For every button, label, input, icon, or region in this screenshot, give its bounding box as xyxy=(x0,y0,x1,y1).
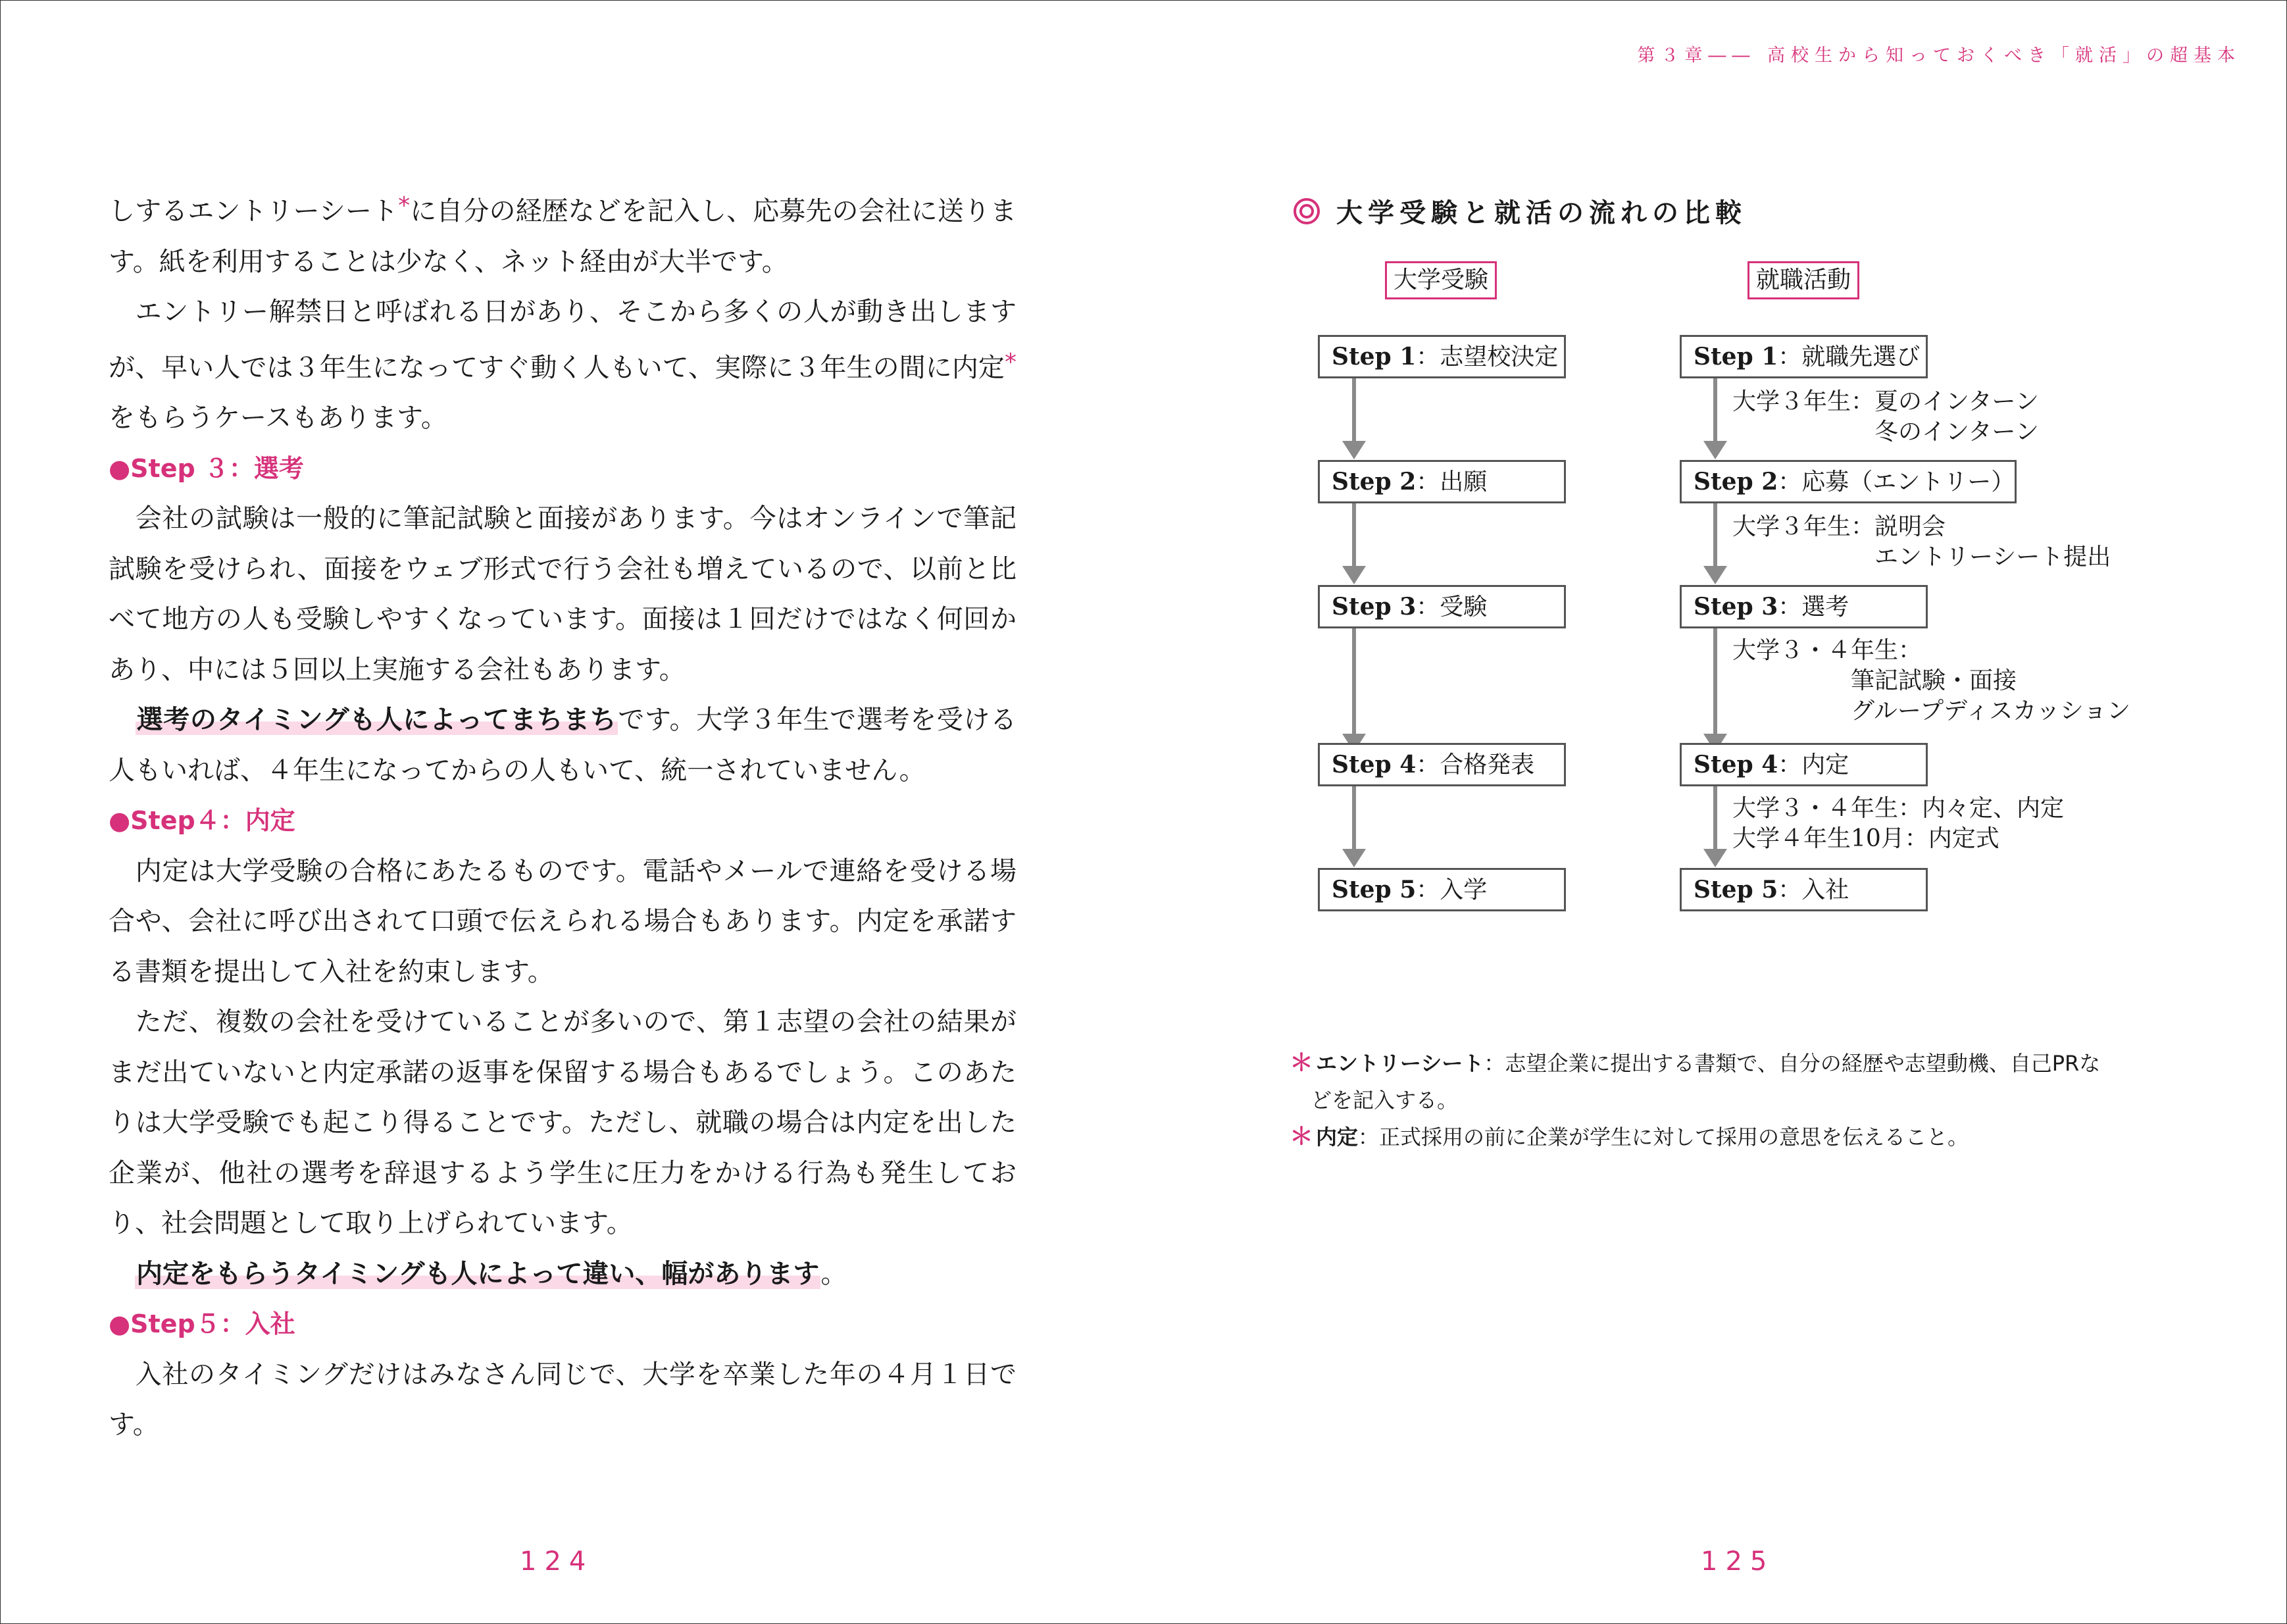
paragraph: しするエントリーシート*に自分の経歴などを記入し、応募先の会社に送ります。紙を利用することは少なく、ネット経由が大半です。 xyxy=(109,192,1017,277)
job-step-note: 大学３・４年生：内々定、内定 大学４年生10月：内定式 xyxy=(1732,795,2065,852)
flow-arrowhead xyxy=(1342,849,1366,867)
section-heading-step4: ●Step４：内定 xyxy=(109,806,295,835)
highlighted-text: 選考のタイミングも人によってまちまち xyxy=(136,705,617,735)
flow-arrowhead xyxy=(1703,441,1727,459)
flow-arrow-line xyxy=(1352,378,1356,444)
job-step-box: Step 1：就職先選び xyxy=(1680,335,1928,378)
running-header: 第３章―― 高校生から知っておくべき「就活」の超基本 xyxy=(1637,45,2241,66)
flow-arrow-line xyxy=(1713,786,1717,852)
double-circle-icon xyxy=(1293,197,1320,225)
footnote-marker: * xyxy=(398,192,411,219)
highlighted-text: 内定をもらうタイミングも人によって違い、幅があります xyxy=(136,1258,820,1289)
paragraph: 内定をもらうタイミングも人によって違い、幅があります。 xyxy=(136,1258,847,1289)
exam-step-box: Step 3：受験 xyxy=(1318,585,1566,628)
flow-arrow-line xyxy=(1352,786,1356,852)
column-header-job: 就職活動 xyxy=(1747,261,1859,299)
page-number-left: 124 xyxy=(520,1546,594,1577)
exam-step-box: Step 5：入学 xyxy=(1318,868,1566,911)
flow-arrow-line xyxy=(1713,378,1717,444)
paragraph: ただ、複数の会社を受けていることが多いので、第１志望の会社の結果がまだ出ていないと内定承諾の返事を保留する場合もあるでしょう。このあたりは大学受験でも起こり得ることです。ただし、就職の場合は内定を出した企業が、他社の選考を辞退するよう学生に圧力をかける行為も発生しており、社会問題として取り上げられています。 xyxy=(109,1007,1017,1238)
exam-step-box: Step 4：合格発表 xyxy=(1318,743,1566,786)
footnote-naitei: ＊ 内定：正式採用の前に企業が学生に対して採用の意思を伝えること。 xyxy=(1290,1123,1969,1150)
job-step-box: Step 2：応募（エントリー） xyxy=(1680,460,2017,503)
footnote-marker: * xyxy=(1005,348,1017,376)
flow-arrowhead xyxy=(1342,566,1366,584)
left-page-body xyxy=(109,181,1017,1450)
job-step-note: 大学３年生：説明会 エントリーシート提出 xyxy=(1732,513,2111,571)
job-step-box: Step 5：入社 xyxy=(1680,868,1928,911)
paragraph: 選考のタイミングも人によってまちまちです。大学３年生で選考を受ける人もいれば、４年生になってからの人もいて、統一されていません。 xyxy=(109,705,1017,786)
section-heading-step3: ●Step ３：選考 xyxy=(109,453,304,483)
flow-arrowhead xyxy=(1703,566,1727,584)
job-step-box: Step 3：選考 xyxy=(1680,585,1928,628)
footnote-entry-sheet: ＊ エントリーシート：志望企業に提出する書類で、自分の経歴や志望動機、自己PRな どを記入する。 xyxy=(1290,1050,2101,1113)
flow-arrowhead xyxy=(1703,849,1727,867)
chart-title-text: 大学受験と就活の流れの比較 xyxy=(1336,198,1747,228)
flow-arrow-line xyxy=(1352,503,1356,569)
chart-title xyxy=(1293,192,1747,230)
flow-arrow-line xyxy=(1352,628,1356,737)
column-header-exam: 大学受験 xyxy=(1385,261,1497,299)
section-heading-step5: ●Step５：入社 xyxy=(109,1309,295,1338)
job-step-box: Step 4：内定 xyxy=(1680,743,1928,786)
job-step-note: 大学３・４年生： 筆記試験・面接 グループディスカッション xyxy=(1732,637,2131,724)
flow-arrow-line xyxy=(1713,503,1717,569)
job-step-note: 大学３年生：夏のインターン 冬のインターン xyxy=(1732,388,2039,445)
paragraph: 内定は大学受験の合格にあたるものです。電話やメールで連絡を受ける場合や、会社に呼び出されて口頭で伝えられる場合もあります。内定を承諾する書類を提出して入社を約束します。 xyxy=(109,855,1017,987)
exam-step-box: Step 2：出願 xyxy=(1318,460,1566,503)
page-number-right: 125 xyxy=(1701,1546,1775,1577)
paragraph: エントリー解禁日と呼ばれる日があり、そこから多くの人が動き出しますが、早い人では３年生になってすぐ動く人もいて、実際に３年生の間に内定*をもらうケースもあります。 xyxy=(109,297,1017,433)
flow-arrow-line xyxy=(1713,628,1717,737)
exam-step-box: Step 1：志望校決定 xyxy=(1318,335,1566,378)
paragraph: 入社のタイミングだけはみなさん同じで、大学を卒業した年の４月１日です。 xyxy=(109,1359,1017,1440)
paragraph: 会社の試験は一般的に筆記試験と面接があります。今はオンラインで筆記試験を受けられ、面接をウェブ形式で行う会社も増えているので、以前と比べて地方の人も受験しやすくなっています。面接は１回だけではなく何回かあり、中には５回以上実施する会社もあります。 xyxy=(109,503,1017,685)
flow-arrowhead xyxy=(1342,441,1366,459)
